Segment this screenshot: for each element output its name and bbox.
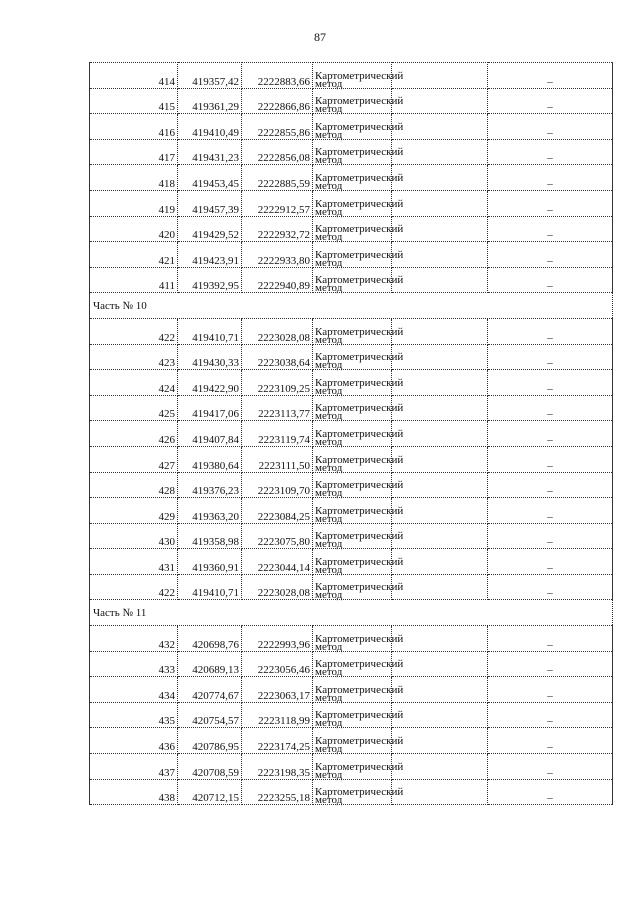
accuracy-cell: –	[488, 370, 613, 396]
table-row	[90, 88, 613, 114]
accuracy-cell: –	[488, 626, 613, 652]
method-cell: Картометрический метод	[313, 626, 392, 652]
y-coordinate-cell: 2223038,64	[242, 344, 313, 370]
x-coordinate-cell: 419410,71	[178, 318, 242, 344]
accuracy-cell: –	[488, 446, 613, 472]
accuracy-cell: –	[488, 344, 613, 370]
method-cell: Картометрический метод	[313, 395, 392, 421]
table-row	[90, 498, 613, 524]
method-cell: Картометрический метод	[313, 779, 392, 805]
accuracy-cell: –	[488, 549, 613, 575]
method-cell: Картометрический метод	[313, 370, 392, 396]
y-coordinate-cell: 2222855,86	[242, 114, 313, 140]
y-coordinate-cell: 2223111,50	[242, 446, 313, 472]
point-number-cell: 429	[90, 498, 178, 524]
empty-cell	[392, 216, 488, 242]
y-coordinate-cell: 2223119,74	[242, 421, 313, 447]
table-row	[90, 114, 613, 140]
empty-cell	[392, 421, 488, 447]
empty-cell	[392, 677, 488, 703]
method-cell: Картометрический метод	[313, 267, 392, 293]
method-cell: Картометрический метод	[313, 242, 392, 268]
coordinates-table-body	[90, 63, 613, 805]
method-cell: Картометрический метод	[313, 677, 392, 703]
table-row	[90, 63, 613, 89]
y-coordinate-cell: 2222933,80	[242, 242, 313, 268]
point-number-cell: 417	[90, 139, 178, 165]
x-coordinate-cell: 419361,29	[178, 88, 242, 114]
y-coordinate-cell: 2223118,99	[242, 702, 313, 728]
empty-cell	[392, 523, 488, 549]
method-cell: Картометрический метод	[313, 498, 392, 524]
empty-cell	[392, 702, 488, 728]
method-cell: Картометрический метод	[313, 88, 392, 114]
empty-cell	[392, 395, 488, 421]
x-coordinate-cell: 419429,52	[178, 216, 242, 242]
part-header-row	[90, 600, 613, 626]
method-cell: Картометрический метод	[313, 139, 392, 165]
empty-cell	[392, 446, 488, 472]
table-row	[90, 370, 613, 396]
page-number: 87	[314, 30, 326, 44]
empty-cell	[392, 165, 488, 191]
method-cell: Картометрический метод	[313, 63, 392, 89]
accuracy-cell: –	[488, 728, 613, 754]
y-coordinate-cell: 2222866,86	[242, 88, 313, 114]
table-row	[90, 446, 613, 472]
empty-cell	[392, 190, 488, 216]
accuracy-cell: –	[488, 165, 613, 191]
method-cell: Картометрический метод	[313, 728, 392, 754]
x-coordinate-cell: 419407,84	[178, 421, 242, 447]
point-number-cell: 418	[90, 165, 178, 191]
x-coordinate-cell: 419360,91	[178, 549, 242, 575]
y-coordinate-cell: 2222993,96	[242, 626, 313, 652]
x-coordinate-cell: 419380,64	[178, 446, 242, 472]
point-number-cell: 411	[90, 267, 178, 293]
x-coordinate-cell: 419457,39	[178, 190, 242, 216]
y-coordinate-cell: 2223255,18	[242, 779, 313, 805]
accuracy-cell: –	[488, 63, 613, 89]
y-coordinate-cell: 2223075,80	[242, 523, 313, 549]
x-coordinate-cell: 419453,45	[178, 165, 242, 191]
y-coordinate-cell: 2223109,25	[242, 370, 313, 396]
accuracy-cell: –	[488, 677, 613, 703]
empty-cell	[392, 318, 488, 344]
y-coordinate-cell: 2223113,77	[242, 395, 313, 421]
table-row	[90, 651, 613, 677]
method-cell: Картометрический метод	[313, 344, 392, 370]
y-coordinate-cell: 2222940,89	[242, 267, 313, 293]
method-cell: Картометрический метод	[313, 318, 392, 344]
empty-cell	[392, 242, 488, 268]
method-cell: Картометрический метод	[313, 523, 392, 549]
table-row	[90, 677, 613, 703]
x-coordinate-cell: 420712,15	[178, 779, 242, 805]
table-row	[90, 267, 613, 293]
x-coordinate-cell: 420698,76	[178, 626, 242, 652]
method-cell: Картометрический метод	[313, 549, 392, 575]
coordinates-table	[89, 62, 613, 805]
accuracy-cell: –	[488, 472, 613, 498]
x-coordinate-cell: 419363,20	[178, 498, 242, 524]
table-row	[90, 165, 613, 191]
method-cell: Картометрический метод	[313, 472, 392, 498]
empty-cell	[392, 574, 488, 600]
x-coordinate-cell: 419357,42	[178, 63, 242, 89]
empty-cell	[392, 498, 488, 524]
point-number-cell: 435	[90, 702, 178, 728]
x-coordinate-cell: 419358,98	[178, 523, 242, 549]
point-number-cell: 422	[90, 318, 178, 344]
point-number-cell: 422	[90, 574, 178, 600]
x-coordinate-cell: 419410,49	[178, 114, 242, 140]
x-coordinate-cell: 420786,95	[178, 728, 242, 754]
empty-cell	[392, 344, 488, 370]
point-number-cell: 425	[90, 395, 178, 421]
x-coordinate-cell: 420754,57	[178, 702, 242, 728]
accuracy-cell: –	[488, 216, 613, 242]
method-cell: Картометрический метод	[313, 754, 392, 780]
method-cell: Картометрический метод	[313, 114, 392, 140]
y-coordinate-cell: 2223063,17	[242, 677, 313, 703]
x-coordinate-cell: 419376,23	[178, 472, 242, 498]
accuracy-cell: –	[488, 242, 613, 268]
accuracy-cell: –	[488, 114, 613, 140]
empty-cell	[392, 472, 488, 498]
accuracy-cell: –	[488, 88, 613, 114]
accuracy-cell: –	[488, 702, 613, 728]
accuracy-cell: –	[488, 318, 613, 344]
point-number-cell: 436	[90, 728, 178, 754]
x-coordinate-cell: 419431,23	[178, 139, 242, 165]
table-row	[90, 754, 613, 780]
empty-cell	[392, 139, 488, 165]
x-coordinate-cell: 419392,95	[178, 267, 242, 293]
accuracy-cell: –	[488, 523, 613, 549]
y-coordinate-cell: 2223109,70	[242, 472, 313, 498]
table-row	[90, 242, 613, 268]
point-number-cell: 437	[90, 754, 178, 780]
point-number-cell: 419	[90, 190, 178, 216]
accuracy-cell: –	[488, 190, 613, 216]
point-number-cell: 424	[90, 370, 178, 396]
y-coordinate-cell: 2222932,72	[242, 216, 313, 242]
point-number-cell: 434	[90, 677, 178, 703]
table-row	[90, 779, 613, 805]
accuracy-cell: –	[488, 421, 613, 447]
y-coordinate-cell: 2222912,57	[242, 190, 313, 216]
accuracy-cell: –	[488, 139, 613, 165]
x-coordinate-cell: 420708,59	[178, 754, 242, 780]
x-coordinate-cell: 420689,13	[178, 651, 242, 677]
y-coordinate-cell: 2223198,35	[242, 754, 313, 780]
x-coordinate-cell: 419430,33	[178, 344, 242, 370]
accuracy-cell: –	[488, 498, 613, 524]
table-row	[90, 344, 613, 370]
point-number-cell: 420	[90, 216, 178, 242]
x-coordinate-cell: 420774,67	[178, 677, 242, 703]
point-number-cell: 430	[90, 523, 178, 549]
y-coordinate-cell: 2223028,08	[242, 574, 313, 600]
y-coordinate-cell: 2223056,46	[242, 651, 313, 677]
x-coordinate-cell: 419422,90	[178, 370, 242, 396]
empty-cell	[392, 88, 488, 114]
y-coordinate-cell: 2223174,25	[242, 728, 313, 754]
accuracy-cell: –	[488, 395, 613, 421]
point-number-cell: 428	[90, 472, 178, 498]
table-row	[90, 395, 613, 421]
accuracy-cell: –	[488, 574, 613, 600]
y-coordinate-cell: 2222885,59	[242, 165, 313, 191]
accuracy-cell: –	[488, 779, 613, 805]
point-number-cell: 423	[90, 344, 178, 370]
table-row	[90, 472, 613, 498]
table-row	[90, 574, 613, 600]
x-coordinate-cell: 419423,91	[178, 242, 242, 268]
accuracy-cell: –	[488, 267, 613, 293]
point-number-cell: 426	[90, 421, 178, 447]
table-row	[90, 190, 613, 216]
accuracy-cell: –	[488, 754, 613, 780]
table-row	[90, 139, 613, 165]
accuracy-cell: –	[488, 651, 613, 677]
table-row	[90, 549, 613, 575]
table-row	[90, 702, 613, 728]
y-coordinate-cell: 2222883,66	[242, 63, 313, 89]
method-cell: Картометрический метод	[313, 702, 392, 728]
y-coordinate-cell: 2223084,25	[242, 498, 313, 524]
point-number-cell: 432	[90, 626, 178, 652]
x-coordinate-cell: 419410,71	[178, 574, 242, 600]
part-header-row	[90, 293, 613, 319]
method-cell: Картометрический метод	[313, 216, 392, 242]
table-row	[90, 626, 613, 652]
y-coordinate-cell: 2223028,08	[242, 318, 313, 344]
point-number-cell: 414	[90, 63, 178, 89]
empty-cell	[392, 267, 488, 293]
point-number-cell: 438	[90, 779, 178, 805]
point-number-cell: 431	[90, 549, 178, 575]
y-coordinate-cell: 2223044,14	[242, 549, 313, 575]
empty-cell	[392, 626, 488, 652]
empty-cell	[392, 63, 488, 89]
table-row	[90, 318, 613, 344]
table-row	[90, 421, 613, 447]
table-row	[90, 523, 613, 549]
y-coordinate-cell: 2222856,08	[242, 139, 313, 165]
point-number-cell: 433	[90, 651, 178, 677]
part-label: Часть № 11	[90, 600, 613, 626]
table-row	[90, 216, 613, 242]
empty-cell	[392, 754, 488, 780]
point-number-cell: 415	[90, 88, 178, 114]
empty-cell	[392, 114, 488, 140]
point-number-cell: 427	[90, 446, 178, 472]
empty-cell	[392, 728, 488, 754]
part-label: Часть № 10	[90, 293, 613, 319]
method-cell: Картометрический метод	[313, 421, 392, 447]
empty-cell	[392, 370, 488, 396]
point-number-cell: 416	[90, 114, 178, 140]
empty-cell	[392, 549, 488, 575]
method-cell: Картометрический метод	[313, 165, 392, 191]
method-cell: Картометрический метод	[313, 446, 392, 472]
table-row	[90, 728, 613, 754]
method-cell: Картометрический метод	[313, 574, 392, 600]
point-number-cell: 421	[90, 242, 178, 268]
empty-cell	[392, 779, 488, 805]
x-coordinate-cell: 419417,06	[178, 395, 242, 421]
method-cell: Картометрический метод	[313, 190, 392, 216]
empty-cell	[392, 651, 488, 677]
method-cell: Картометрический метод	[313, 651, 392, 677]
